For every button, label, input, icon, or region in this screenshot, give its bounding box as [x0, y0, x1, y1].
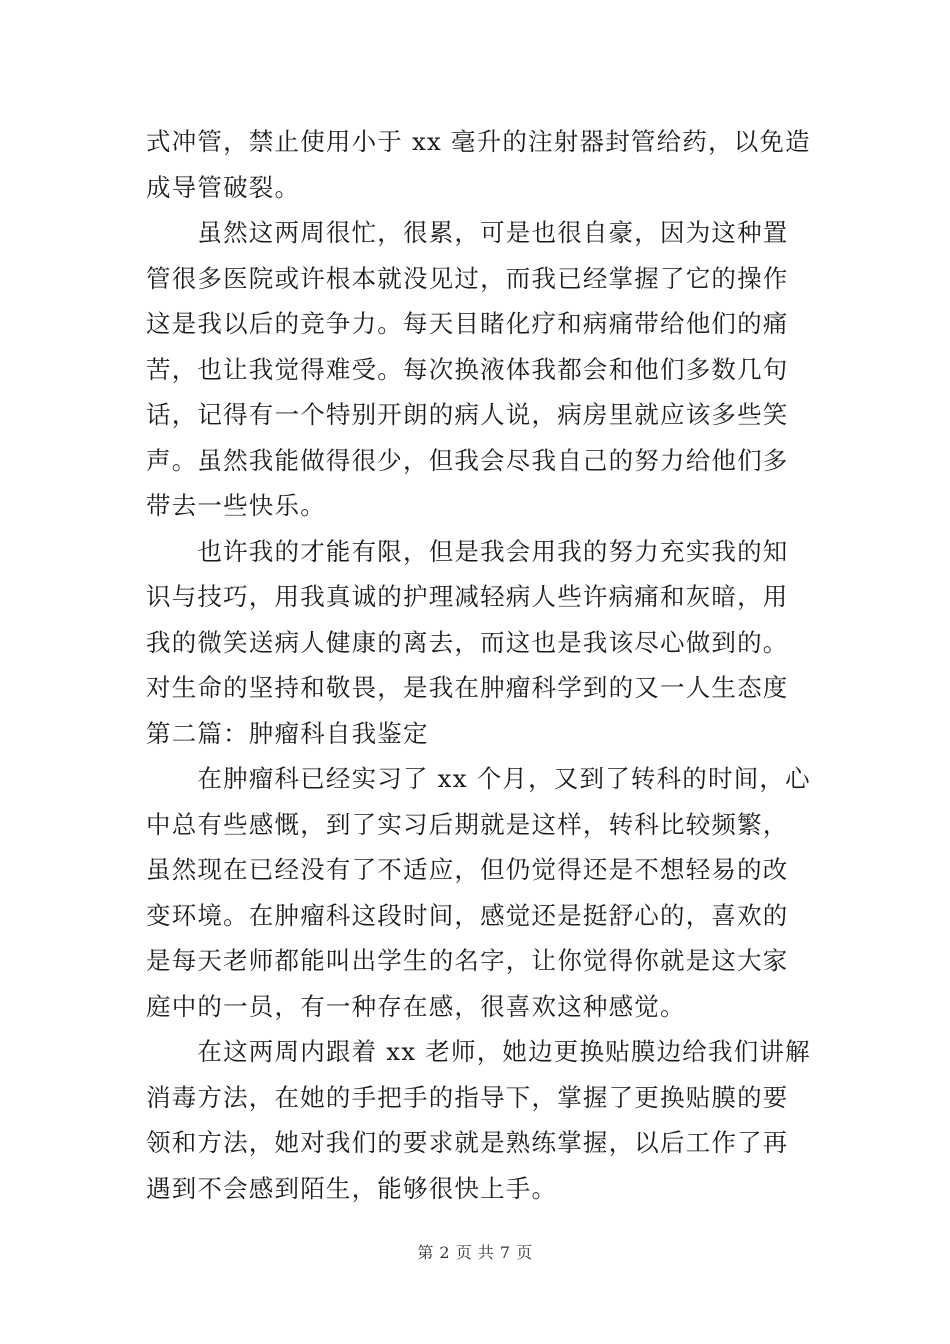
text-line: 话，记得有一个特别开朗的病人说，病房里就应该多些笑 [146, 400, 789, 429]
text-line: 虽然这两周很忙，很累，可是也很自豪，因为这种置 [146, 218, 789, 247]
text-line: 消毒方法，在她的手把手的指导下，掌握了更换贴膜的要 [146, 1082, 789, 1112]
text-line: 这是我以后的竞争力。每天目睹化疗和病痛带给他们的痛 [146, 309, 789, 338]
text-line: 声。虽然我能做得很少，但我会尽我自己的努力给他们多 [146, 445, 789, 475]
text-line: 苦，也让我觉得难受。每次换液体我都会和他们多数几句 [146, 354, 789, 384]
text-line: 式冲管，禁止使用小于 xx 毫升的注射器封管给药，以免造 [146, 127, 811, 156]
document-body [146, 119, 816, 1211]
section-heading: 第二篇：肿瘤科自我鉴定 [146, 718, 429, 748]
text-line: 也许我的才能有限，但是我会用我的努力充实我的知 [146, 536, 789, 566]
text-line: 是每天老师都能叫出学生的名字，让你觉得你就是这大家 [146, 946, 789, 975]
text-line: 虽然现在已经没有了不适应，但仍觉得还是不想轻易的改 [146, 855, 789, 884]
text-line: 领和方法，她对我们的要求就是熟练掌握，以后工作了再 [146, 1128, 789, 1157]
text-line: 庭中的一员，有一种存在感，很喜欢这种感觉。 [146, 991, 686, 1021]
text-line: 带去一些快乐。 [146, 491, 326, 520]
text-line: 在这两周内跟着 xx 老师，她边更换贴膜边给我们讲解 [146, 1037, 811, 1066]
text-line: 中总有些感慨，到了实习后期就是这样，转科比较频繁， [146, 809, 789, 839]
text-line: 我的微笑送病人健康的离去，而这也是我该尽心做到的。 [146, 627, 789, 657]
text-line: 对生命的坚持和敬畏，是我在肿瘤科学到的又一人生态度 [146, 673, 789, 702]
text-line: 遇到不会感到陌生，能够很快上手。 [146, 1173, 558, 1203]
text-line: 在肿瘤科已经实习了 xx 个月，又到了转科的时间，心 [146, 764, 811, 793]
text-line: 识与技巧，用我真诚的护理减轻病人些许病痛和灰暗，用 [146, 582, 789, 611]
page-number-footer: 第 2 页 共 7 页 [417, 1243, 533, 1262]
text-line: 变环境。在肿瘤科这段时间，感觉还是挺舒心的，喜欢的 [146, 900, 789, 930]
text-line: 成导管破裂。 [146, 172, 301, 202]
text-line: 管很多医院或许根本就没见过，而我已经掌握了它的操作 [146, 263, 789, 293]
